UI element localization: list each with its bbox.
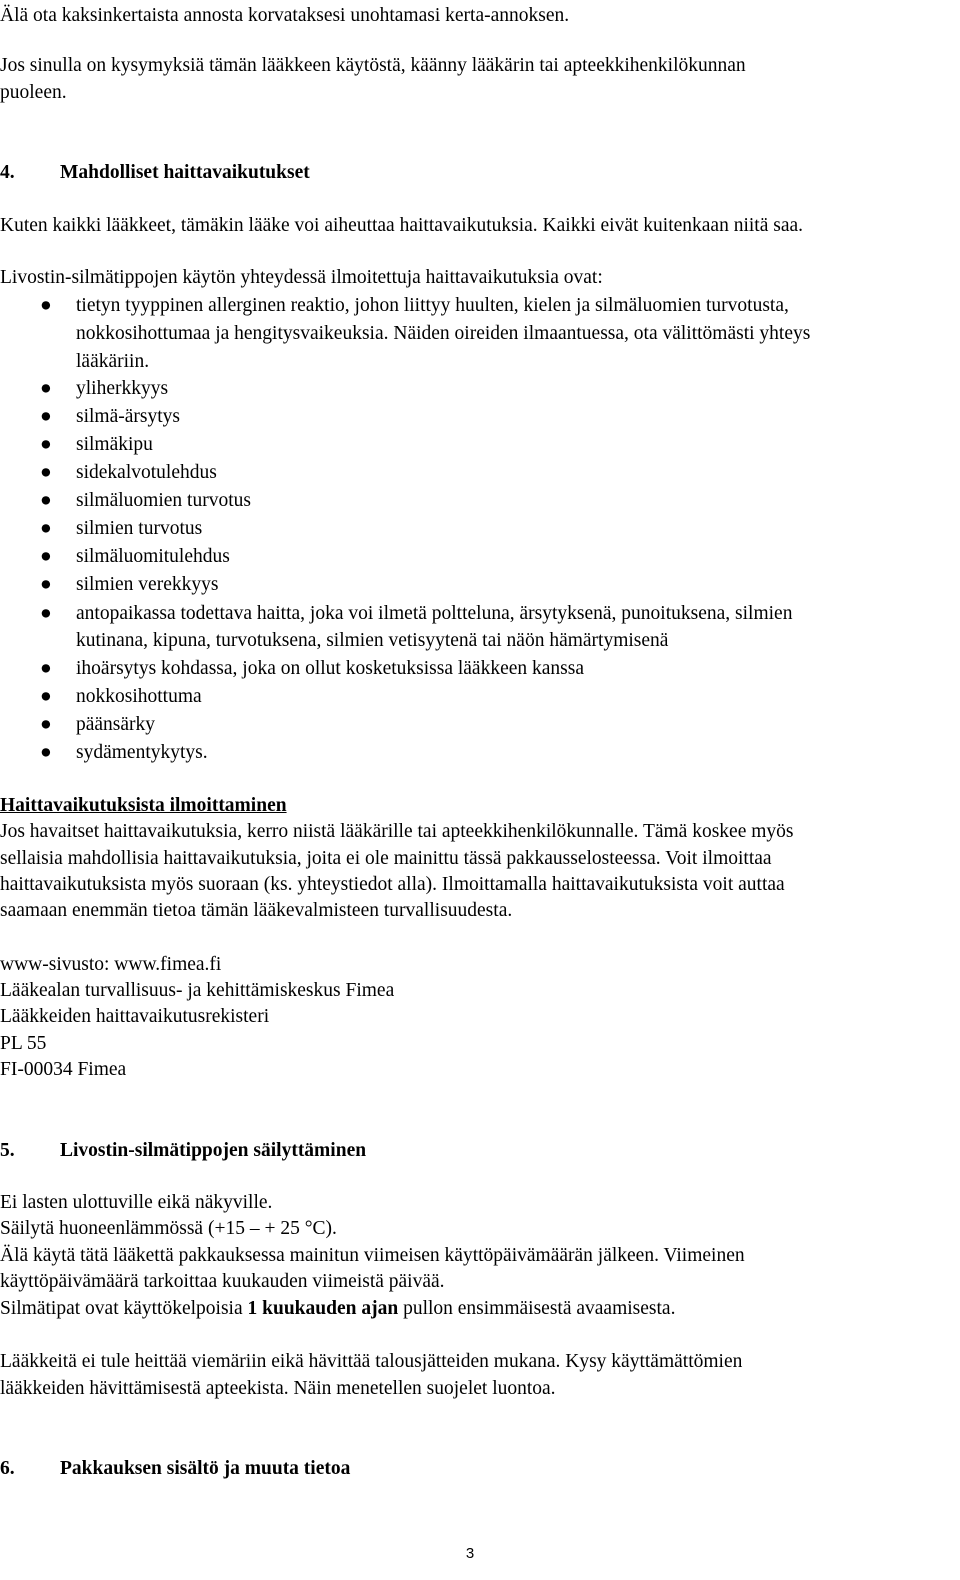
bullet-icon: ●	[40, 378, 52, 399]
storage-line-2: Säilytä huoneenlämmössä (+15 – + 25 °C).	[0, 1218, 337, 1239]
storage-line-5	[0, 1297, 675, 1321]
bullet-icon: ●	[40, 406, 52, 427]
list-item-text: sidekalvotulehdus	[76, 462, 217, 483]
disposal-line-1: Lääkkeitä ei tule heittää viemäriin eikä hävittää talousjätteiden mukana. Kysy käyttämättömien	[0, 1351, 743, 1372]
bullet-icon: ●	[40, 295, 52, 316]
bullet-icon: ●	[40, 603, 52, 624]
section-4-title: Mahdolliset haittavaikutukset	[60, 162, 310, 183]
bullet-icon: ●	[40, 714, 52, 735]
contact-website: www-sivusto: www.fimea.fi	[0, 954, 222, 975]
contact-po-box: PL 55	[0, 1033, 47, 1054]
intro-line-1: Älä ota kaksinkertaista annosta korvataksesi unohtamasi kerta-annoksen.	[0, 5, 570, 26]
list-item-text: päänsärky	[76, 714, 156, 735]
bullet-icon: ●	[40, 574, 52, 595]
list-item-text: lääkäriin.	[76, 351, 150, 372]
bullet-icon: ●	[40, 490, 52, 511]
section-4-paragraph-2: Livostin-silmätippojen käytön yhteydessä ilmoitettuja haittavaikutuksia ovat:	[0, 267, 603, 288]
bullet-icon: ●	[40, 546, 52, 567]
storage-line-3: Älä käytä tätä lääkettä pakkauksessa mainitun viimeisen käyttöpäivämäärän jälkeen. Viimeinen	[0, 1245, 745, 1266]
list-item-text: silmä-ärsytys	[76, 406, 180, 427]
section-5-title: Livostin-silmätippojen säilyttäminen	[60, 1140, 367, 1161]
storage-line-5-post: pullon ensimmäisestä avaamisesta.	[398, 1298, 676, 1319]
list-item-text: silmäkipu	[76, 434, 153, 455]
section-6-heading	[0, 1457, 350, 1481]
bullet-icon: ●	[40, 434, 52, 455]
reporting-heading: Haittavaikutuksista ilmoittaminen	[0, 795, 287, 816]
section-4-paragraph-1: Kuten kaikki lääkkeet, tämäkin lääke voi aiheuttaa haittavaikutuksia. Kaikki eivät kuitenkaan niitä saa.	[0, 215, 804, 236]
section-4-number: 4.	[0, 162, 15, 183]
bullet-icon: ●	[40, 658, 52, 679]
intro-line-3: puoleen.	[0, 82, 67, 103]
contact-organisation: Lääkealan turvallisuus- ja kehittämiskeskus Fimea	[0, 980, 395, 1001]
storage-line-5-pre: Silmätipat ovat käyttökelpoisia	[0, 1298, 248, 1319]
list-item-text: ihoärsytys kohdassa, joka on ollut kosketuksissa lääkkeen kanssa	[76, 658, 584, 679]
section-5-heading	[0, 1139, 366, 1163]
list-item-text: antopaikassa todettava haitta, joka voi ilmetä poltteluna, ärsytyksenä, punoituksena, silmien	[76, 603, 793, 624]
reporting-line-3: haittavaikutuksista myös suoraan (ks. yhteystiedot alla). Ilmoittamalla haittavaikutuksista voit auttaa	[0, 874, 785, 895]
reporting-line-1: Jos havaitset haittavaikutuksia, kerro niistä lääkärille tai apteekkihenkilökunnalle. Tämä koskee myös	[0, 821, 794, 842]
page-number: 3	[465, 1545, 475, 1562]
bullet-icon: ●	[40, 686, 52, 707]
list-item-text: sydämentykytys.	[76, 742, 208, 763]
list-item-text: nokkosihottumaa ja hengitysvaikeuksia. Näiden oireiden ilmaantuessa, ota välittömästi yhteys	[76, 323, 811, 344]
storage-line-1: Ei lasten ulottuville eikä näkyville.	[0, 1192, 273, 1213]
disposal-line-2: lääkkeiden hävittämisestä apteekista. Näin menetellen suojelet luontoa.	[0, 1378, 556, 1399]
reporting-line-2: sellaisia mahdollisia haittavaikutuksia, joita ei ole mainittu tässä pakkausselosteessa. Voit ilmoittaa	[0, 848, 772, 869]
list-item-text: yliherkkyys	[76, 378, 169, 399]
section-6-title: Pakkauksen sisältö ja muuta tietoa	[60, 1458, 351, 1479]
intro-line-2: Jos sinulla on kysymyksiä tämän lääkkeen käytöstä, käänny lääkärin tai apteekkihenkilökunnan	[0, 55, 746, 76]
list-item-text: kutinana, kipuna, turvotuksena, silmien vetisyytenä tai näön hämärtymisenä	[76, 630, 669, 651]
list-item-text: tietyn tyyppinen allerginen reaktio, johon liittyy huulten, kielen ja silmäluomien turvotusta,	[76, 295, 789, 316]
contact-postal-code: FI-00034 Fimea	[0, 1059, 127, 1080]
section-4-heading	[0, 161, 310, 185]
list-item-text: silmien verekkyys	[76, 574, 219, 595]
storage-line-5-bold: 1 kuukauden ajan	[247, 1298, 399, 1319]
section-6-number: 6.	[0, 1458, 15, 1479]
list-item-text: nokkosihottuma	[76, 686, 202, 707]
contact-registry: Lääkkeiden haittavaikutusrekisteri	[0, 1006, 270, 1027]
bullet-icon: ●	[40, 462, 52, 483]
reporting-line-4: saamaan enemmän tietoa tämän lääkevalmisteen turvallisuudesta.	[0, 900, 513, 921]
list-item-text: silmien turvotus	[76, 518, 203, 539]
bullet-icon: ●	[40, 742, 52, 763]
storage-line-4: käyttöpäivämäärä tarkoittaa kuukauden viimeistä päivää.	[0, 1271, 445, 1292]
bullet-icon: ●	[40, 518, 52, 539]
list-item-text: silmäluomien turvotus	[76, 490, 251, 511]
section-5-number: 5.	[0, 1140, 15, 1161]
list-item-text: silmäluomitulehdus	[76, 546, 230, 567]
